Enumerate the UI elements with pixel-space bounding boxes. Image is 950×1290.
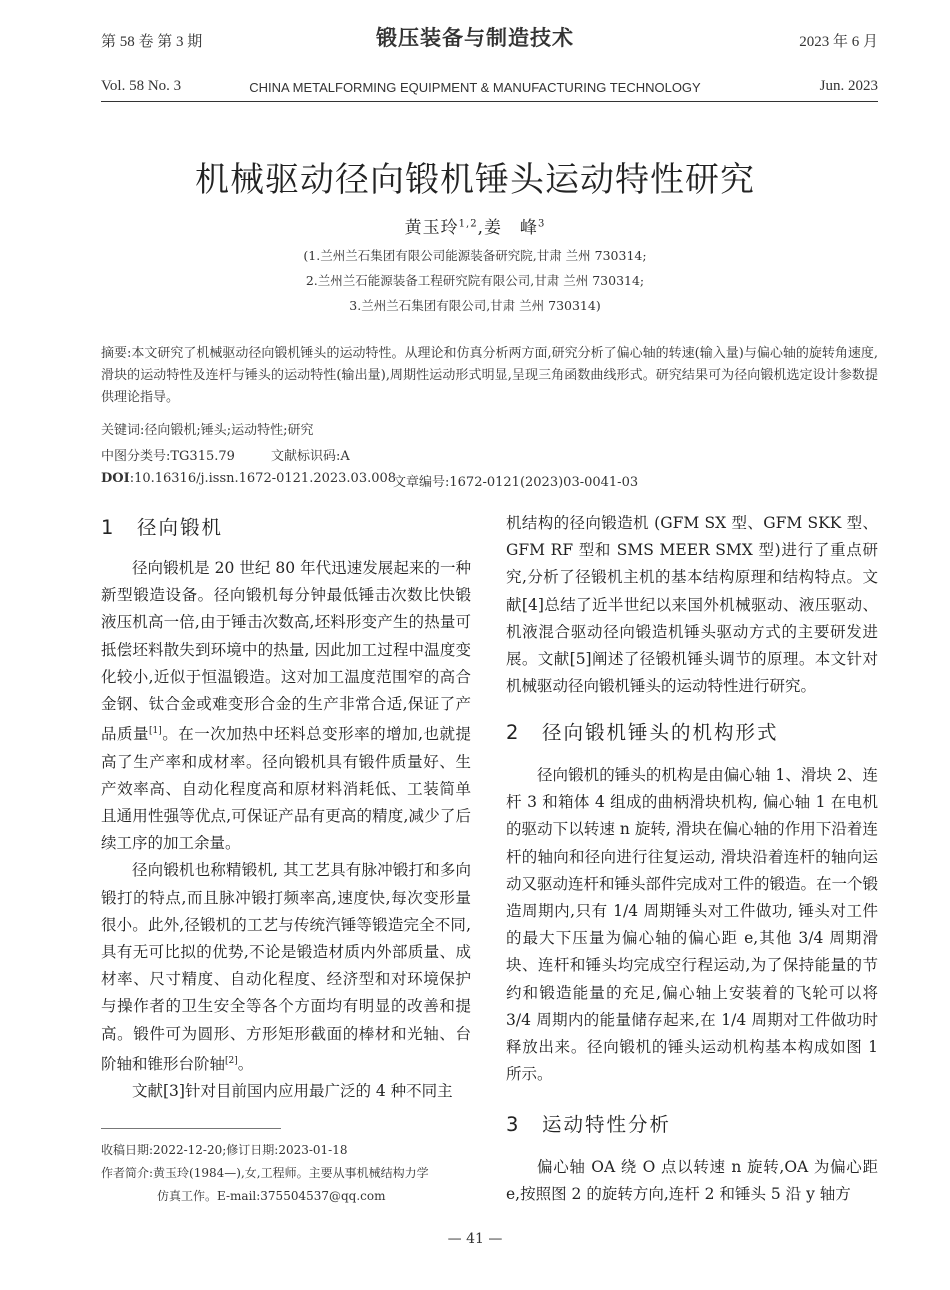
author-1: 黄玉玲 xyxy=(404,218,459,238)
paragraph-2-text: 径向锻机也称精锻机, 其工艺具有脉冲锻打和多向锻打的特点,而且脉冲锻打频率高,速度快,每次变形量很小。此外,径锻机的工艺与传统汽锤等锻造完全不同,具有无可比拟的优势,不论是锻造材质内外部质量、成材率、尺寸精度、自动化程度、经济型和对环境保护与操作者的卫生安全等各个方面均有明显的改善和提高。锻件可为圆形、方形矩形截面的棒材和光轴、台阶轴和锥形台阶轴 xyxy=(101,861,471,1073)
citation-1: [1] xyxy=(148,726,162,737)
paragraph-2-tail: 。 xyxy=(237,1054,254,1073)
clc-number: 中图分类号:TG315.79 xyxy=(101,449,235,464)
affiliation-2: 2.兰州兰石能源装备工程研究院有限公司,甘肃 兰州 730314; xyxy=(305,273,645,288)
section-2-heading xyxy=(506,717,779,745)
section-1-number: 1 xyxy=(101,516,116,539)
author-2-affil: 3 xyxy=(537,218,546,230)
header-rule xyxy=(101,101,878,102)
received-date: 收稿日期:2022-12-20;修订日期:2023-01-18 xyxy=(101,1143,348,1157)
date-cn: 2023 年 6 月 xyxy=(799,34,878,50)
affiliation-3: 3.兰州兰石集团有限公司,甘肃 兰州 730314) xyxy=(349,298,601,313)
affiliation-1: (1.兰州兰石集团有限公司能源装备研究院,甘肃 兰州 730314; xyxy=(303,248,647,263)
section-3-title: 运动特性分析 xyxy=(542,1113,672,1136)
section-2-title: 径向锻机锤头的机构形式 xyxy=(542,721,779,744)
author-bio: 作者简介:黄玉玲(1984—),女,工程师。主要从事机械结构力学 xyxy=(101,1166,429,1180)
paragraph-1-tail: 。在一次加热中坯料总变形率的增加,也就提高了生产率和成材率。径向锻机具有锻件质量好、生产效率高、自动化程度高和原材料消耗低、工装简单且通用性强等优点,可保证产品有更高的精度,减少了后续工序的加工余量。 xyxy=(101,725,471,853)
section-1-title: 径向锻机 xyxy=(137,516,224,539)
section-3-heading xyxy=(506,1109,671,1137)
left-column xyxy=(101,555,471,1105)
author-2: 姜 峰 xyxy=(483,218,538,238)
paragraph-1-text: 径向锻机是 20 世纪 80 年代迅速发展起来的一种新型锻造设备。径向锻机每分钟最低锤击次数比快锻液压机高一倍,由于锤击次数高,坯料形变产生的热量可抵偿坯料散失到环境中的热量, 因此加工过程中温度变化较小,近似于恒温锻造。这对加工温度范围窄的高合金钢、钛合金或难变形合金的生产非常合适,保证了产品质量 xyxy=(101,559,471,744)
paragraph-1 xyxy=(101,555,471,857)
issue-en: Vol. 58 No. 3 xyxy=(101,78,182,94)
section-1-heading xyxy=(101,512,223,540)
paragraph-2 xyxy=(101,857,471,1078)
issue-cn: 第 58 卷 第 3 期 xyxy=(101,34,203,50)
date-en: Jun. 2023 xyxy=(819,78,878,94)
author-contact: 仿真工作。E-mail:375504537@qq.com xyxy=(157,1189,386,1203)
author-1-affil: 1,2 xyxy=(458,218,478,230)
doi xyxy=(101,471,396,486)
abstract-label: 摘要: xyxy=(101,346,132,361)
abstract xyxy=(101,343,878,409)
paragraph-continued: 机结构的径向锻造机 (GFM SX 型、GFM SKK 型、GFM RF 型和 SMS MEER SMX 型)进行了重点研究,分析了径锻机主机的基本结构原理和结构特点。文献[4]总结了近半世纪以来国外机械驱动、液压驱动、机液混合驱动径向锻造机锤头驱动方式的主要研发进展。文献[5]阐述了径锻机锤头调节的原理。本文针对机械驱动径向锻机锤头的运动特性进行研究。 xyxy=(506,514,878,696)
doi-value: :10.16316/j.issn.1672-0121.2023.03.008 xyxy=(129,471,397,486)
paragraph-5: 偏心轴 OA 绕 O 点以转速 n 旋转,OA 为偏心距 e,按照图 2 的旋转方向,连杆 2 和锤头 5 沿 y 轴方 xyxy=(506,1158,878,1204)
doi-label: DOI xyxy=(101,471,130,486)
abstract-text: 本文研究了机械驱动径向锻机锤头的运动特性。从理论和仿真分析两方面,研究分析了偏心轴的转速(输入量)与偏心轴的旋转角速度,滑块的运动特性及连杆与锤头的运动特性(输出量),周期性运动形式明显,呈现三角函数曲线形式。研究结果可为径向锻机选定设计参数提供理论指导。 xyxy=(101,346,878,405)
journal-title-en: CHINA METALFORMING EQUIPMENT & MANUFACTURING TECHNOLOGY xyxy=(249,80,701,95)
right-column-top xyxy=(506,510,878,700)
citation-2: [2] xyxy=(225,1055,238,1066)
section-2-number: 2 xyxy=(506,721,521,744)
document-code: 文献标识码:A xyxy=(271,449,350,464)
article-title: 机械驱动径向锻机锤头运动特性研究 xyxy=(195,160,755,200)
journal-title-cn: 锻压装备与制造技术 xyxy=(376,26,574,50)
paragraph-4: 径向锻机的锤头的机构是由偏心轴 1、滑块 2、连杆 3 和箱体 4 组成的曲柄滑块机构, 偏心轴 1 在电机的驱动下以转速 n 旋转, 滑块在偏心轴的作用下沿着连杆的轴向和径向进行往复运动, 滑块沿着连杆的轴向运动又驱动连杆和锤头部件完成对工件的锻造。在一个锻造周期内,只有 1/4 周期锤头对工件做功, 锤头对工件的最大下压量为偏心轴的偏心距 e,其他 3/4 周期滑块、连杆和锤头均完成空行程运动,为了保持能量的节约和锻造能量的充足,偏心轴上安装着的飞轮可以将 3/4 周期内的能量储存起来,在 1/4 周期对工件做功时释放出来。径向锻机的锤头运动机构基本构成如图 1 所示。 xyxy=(506,766,879,1084)
article-number: 文章编号:1672-0121(2023)03-0041-03 xyxy=(393,475,639,490)
section-3-number: 3 xyxy=(506,1113,521,1136)
right-column-bottom xyxy=(506,1154,878,1208)
page-number: — 41 — xyxy=(447,1231,503,1247)
keywords: 关键词:径向锻机;锤头;运动特性;研究 xyxy=(101,423,314,438)
paragraph-3: 文献[3]针对目前国内应用最广泛的 4 种不同主 xyxy=(132,1082,453,1101)
authors xyxy=(0,213,950,238)
right-column-mid xyxy=(506,762,878,1088)
author-separator: , xyxy=(477,218,484,238)
footnote-rule xyxy=(101,1128,281,1129)
